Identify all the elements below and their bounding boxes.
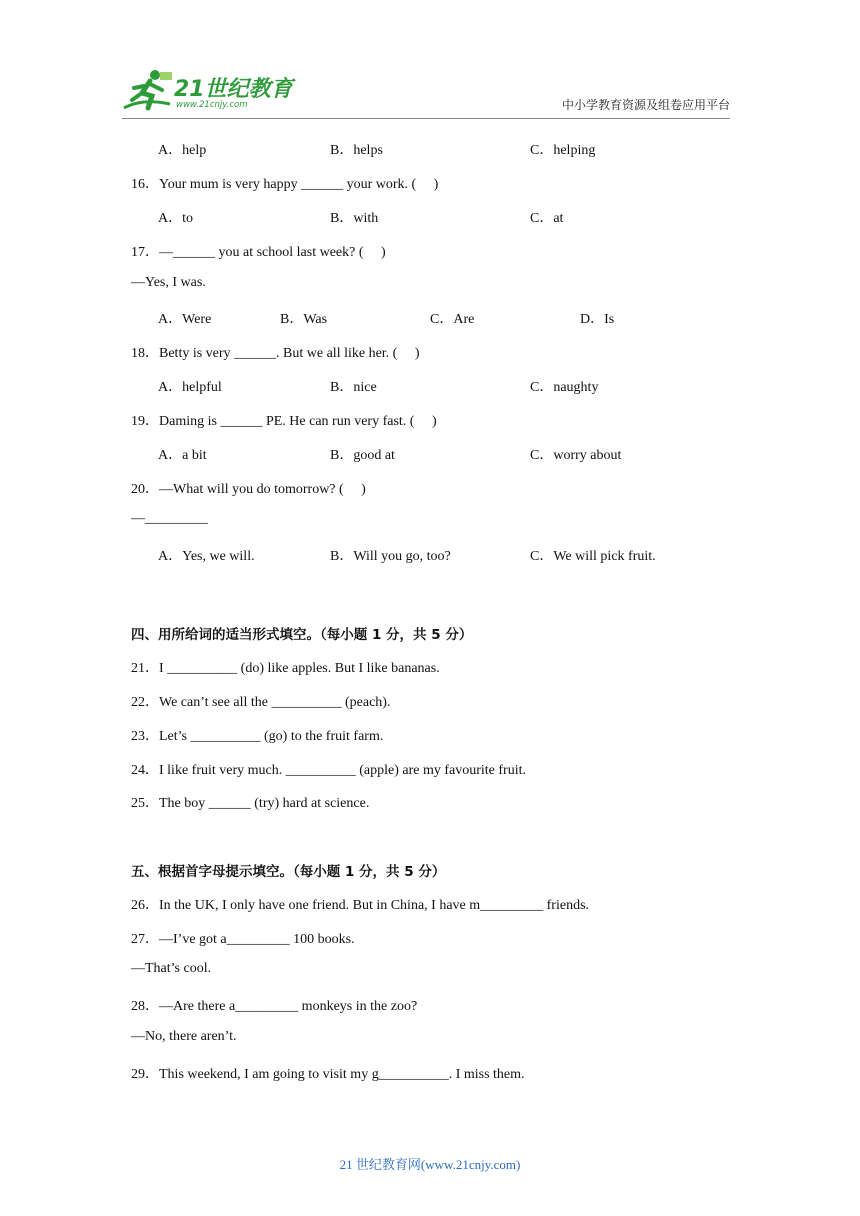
q15-option-b: B．helps bbox=[330, 143, 383, 158]
q18-option-c: C．naughty bbox=[530, 380, 599, 395]
header-platform-text: 中小学教育资源及组卷应用平台 bbox=[561, 98, 730, 112]
q15-option-c: C．helping bbox=[530, 143, 596, 158]
page-header bbox=[0, 0, 860, 125]
q19-option-a: A．a bit bbox=[158, 448, 207, 463]
q17-reply: —Yes, I was. bbox=[131, 275, 206, 290]
runner-icon bbox=[122, 68, 174, 114]
section-4-item: 24．I like fruit very much. __________ (apple) are my favourite fruit. bbox=[131, 763, 526, 778]
section-5-item: 28．—Are there a_________ monkeys in the zoo? bbox=[131, 999, 418, 1014]
section-5-item: 29．This weekend, I am going to visit my g__________. I miss them. bbox=[131, 1067, 525, 1082]
q20-option-a: A．Yes, we will. bbox=[158, 549, 255, 564]
q17-option-b: B．Was bbox=[280, 312, 328, 327]
q20-stem: 20．—What will you do tomorrow? ( ) bbox=[131, 482, 366, 497]
q18-stem: 18．Betty is very ______. But we all like her. ( ) bbox=[131, 346, 420, 361]
q18-option-a: A．helpful bbox=[158, 380, 222, 395]
section-4-item: 21．I __________ (do) like apples. But I like bananas. bbox=[131, 661, 440, 676]
section-5-reply: —That’s cool. bbox=[131, 961, 212, 976]
logo-text: 21世纪教育 bbox=[174, 77, 293, 102]
q17-stem: 17．—______ you at school last week? ( ) bbox=[131, 245, 386, 260]
header-divider bbox=[122, 118, 730, 119]
q17-option-c: C．Are bbox=[430, 312, 475, 327]
section-4-title: 四、用所给词的适当形式填空。（每小题 1 分，共 5 分） bbox=[131, 627, 473, 643]
page-footer: 21 世纪教育网(www.21cnjy.com) bbox=[339, 1157, 521, 1172]
logo-url: www.21cnjy.com bbox=[176, 100, 248, 110]
q16-option-a: A．to bbox=[158, 211, 193, 226]
q16-option-c: C．at bbox=[530, 211, 564, 226]
q19-option-b: B．good at bbox=[330, 448, 395, 463]
q19-stem: 19．Daming is ______ PE. He can run very fast. ( ) bbox=[131, 414, 437, 429]
q17-option-a: A．Were bbox=[158, 312, 212, 327]
section-5-item: 27．—I’ve got a_________ 100 books. bbox=[131, 932, 355, 947]
section-5-item: 26．In the UK, I only have one friend. But in China, I have m_________ friends. bbox=[131, 898, 590, 913]
q19-option-c: C．worry about bbox=[530, 448, 622, 463]
section-4-item: 22．We can’t see all the __________ (peach). bbox=[131, 695, 391, 710]
section-4-item: 23．Let’s __________ (go) to the fruit farm. bbox=[131, 729, 384, 744]
q17-option-d: D．Is bbox=[580, 312, 615, 327]
q18-option-b: B．nice bbox=[330, 380, 377, 395]
site-logo bbox=[122, 68, 292, 116]
section-5-title: 五、根据首字母提示填空。（每小题 1 分，共 5 分） bbox=[131, 864, 446, 880]
section-5-reply: —No, there aren’t. bbox=[131, 1029, 237, 1044]
q16-stem: 16．Your mum is very happy ______ your work. ( ) bbox=[131, 177, 439, 192]
q20-reply: —_________ bbox=[131, 511, 208, 526]
q15-option-a: A．help bbox=[158, 143, 207, 158]
section-4-item: 25．The boy ______ (try) hard at science. bbox=[131, 796, 370, 811]
q16-option-b: B．with bbox=[330, 211, 379, 226]
q20-option-b: B．Will you go, too? bbox=[330, 549, 451, 564]
q20-option-c: C．We will pick fruit. bbox=[530, 549, 656, 564]
